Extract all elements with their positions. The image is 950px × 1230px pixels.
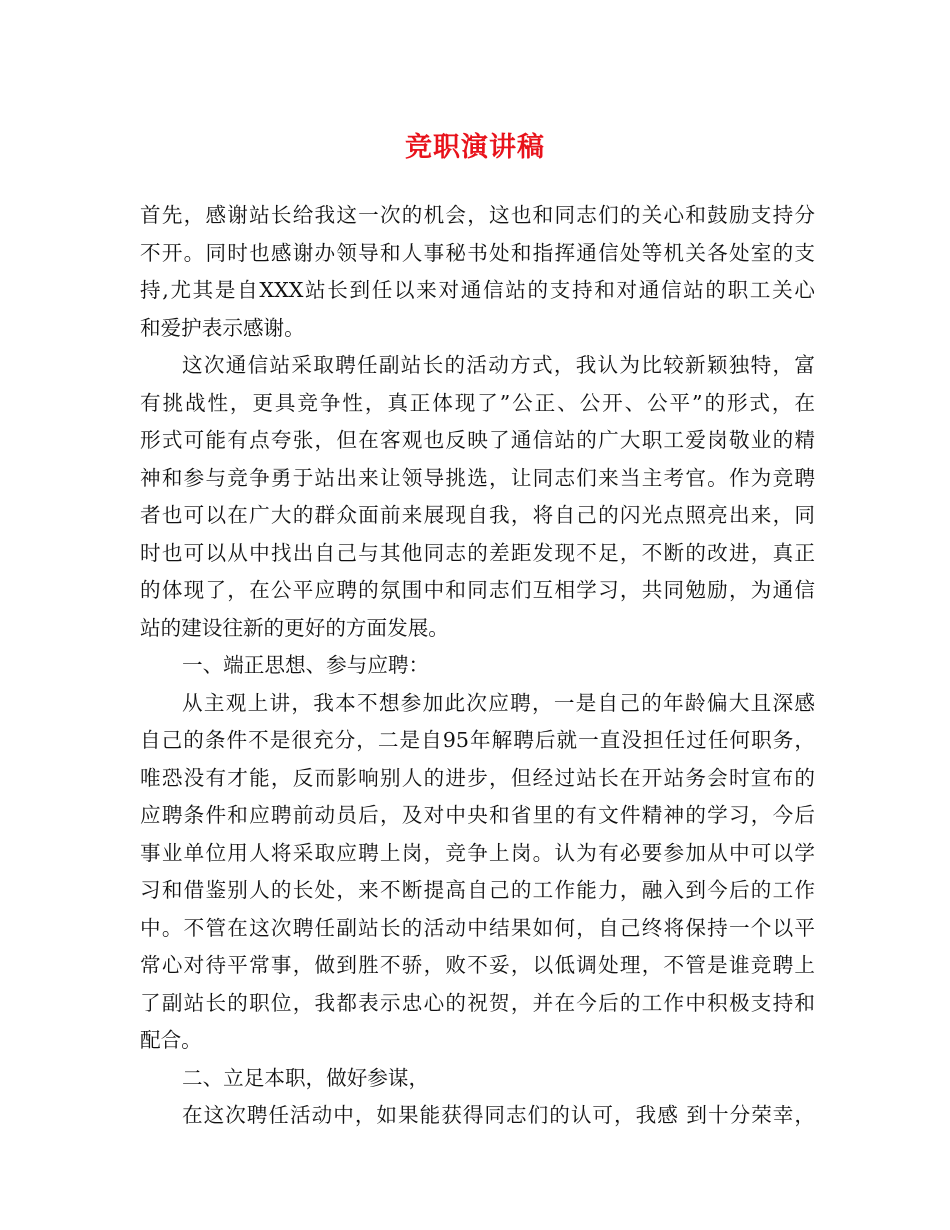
text-line: 的体现了，在公平应聘的氛围中和同志们互相学习，共同勉励，为通信	[140, 578, 815, 602]
text-line: 二、立足本职，做好参谋，	[182, 1065, 430, 1090]
text-line: 唯恐没有才能，反而影响别人的进步，但经过站长在开站务会时宣布的	[140, 765, 815, 790]
text-line: 应聘条件和应聘前动员后，及对中央和省里的有文件精神的学习，今后	[140, 803, 815, 827]
text-line: 这次通信站采取聘任副站长的活动方式，我认为比较新颖独特，富	[182, 353, 815, 377]
text-line: 者也可以在广大的群众面前来展现自我，将自己的闪光点照亮出来，同	[140, 503, 815, 527]
text-line: 时也可以从中找出自己与其他同志的差距发现不足，不断的改进，真正	[140, 540, 815, 565]
text-line: 配合。	[140, 1028, 202, 1052]
text-line: 不开。同时也感谢办领导和人事秘书处和指挥通信处等机关各处室的支	[140, 240, 815, 265]
text-line: 一、端正思想、参与应聘：	[182, 653, 430, 677]
text-line: 事业单位用人将采取应聘上岗，竞争上岗。认为有必要参加从中可以学	[140, 840, 815, 865]
text-line: 常心对待平常事，做到胜不骄，败不妥，以低调处理，不管是谁竞聘上	[140, 953, 815, 977]
document-body	[140, 197, 815, 1135]
document-title: 竞职演讲稿	[405, 132, 545, 163]
text-line: 站的建设往新的更好的方面发展。	[140, 615, 449, 640]
text-line: 持,尤其是自XXX站长到任以来对通信站的支持和对通信站的职工关心	[140, 278, 815, 302]
text-line: 自己的条件不是很充分，二是自95年解聘后就一直没担任过任何职务，	[140, 728, 815, 752]
text-line: 首先，感谢站长给我这一次的机会，这也和同志们的关心和鼓励支持分	[140, 203, 815, 227]
text-line: 习和借鉴别人的长处，来不断提高自己的工作能力，融入到今后的工作	[140, 878, 815, 902]
text-line: 中。不管在这次聘任副站长的活动中结果如何，自己终将保持一个以平	[140, 915, 815, 940]
text-line: 从主观上讲，我本不想参加此次应聘，一是自己的年龄偏大且深感	[182, 690, 815, 715]
text-line: 形式可能有点夸张，但在客观也反映了通信站的广大职工爱岗敬业的精	[140, 428, 815, 452]
text-line: 在这次聘任活动中，如果能获得同志们的认可，我感 到十分荣幸，	[182, 1103, 815, 1127]
text-line: 神和参与竞争勇于站出来让领导挑选，让同志们来当主考官。作为竞聘	[140, 465, 815, 490]
text-line: 了副站长的职位，我都表示忠心的祝贺，并在今后的工作中积极支持和	[140, 990, 815, 1015]
text-line: 和爱护表示感谢。	[140, 315, 305, 340]
text-line: 有挑战性，更具竞争性，真正体现了”公正、公开、公平”的形式，在	[140, 390, 815, 415]
